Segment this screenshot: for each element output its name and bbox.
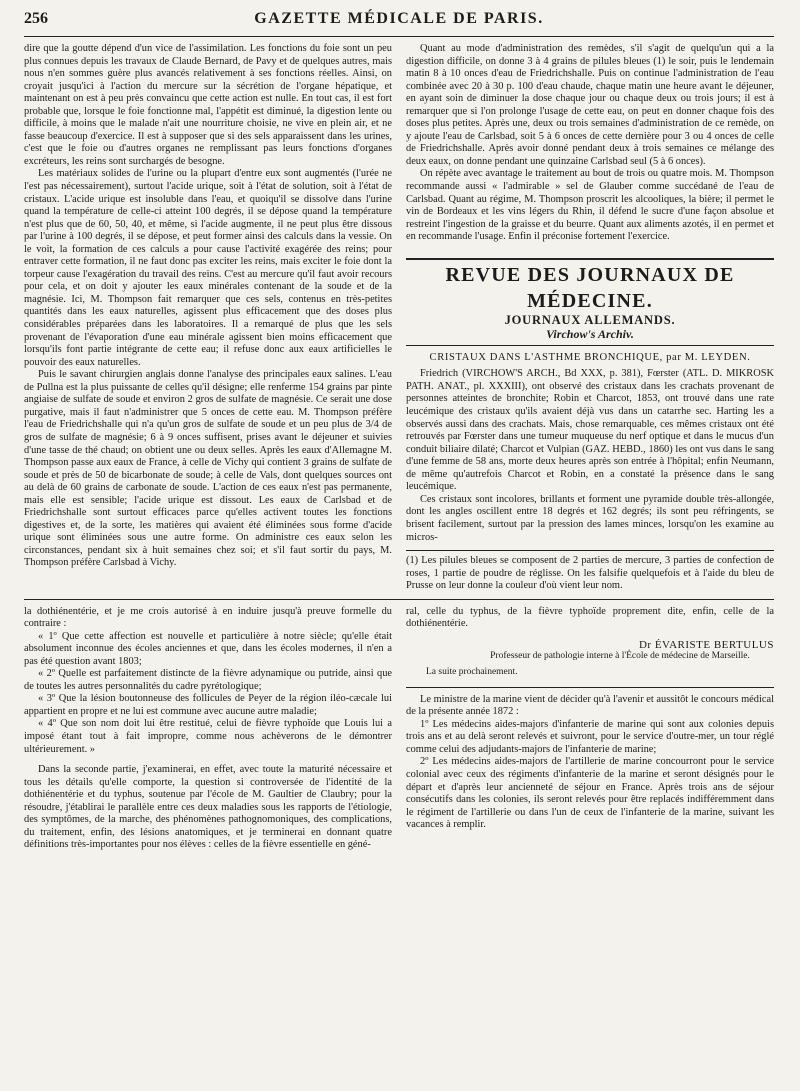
paragraph: la dothiénentérie, et je me crois autorisé à en induire jusqu'à preuve formelle du contraire : <box>24 605 392 630</box>
lower-columns <box>24 606 774 852</box>
paragraph: « 4º Que son nom doit lui être restitué, celui de fièvre typhoïde que Louis lui a imposé étant tout à fait impropre, comme nous achèverons de le démontrer ultérieurement. » <box>24 718 392 755</box>
section-rule <box>406 258 774 260</box>
article-title: CRISTAUX DANS L'ASTHME BRONCHIQUE, par M. LEYDEN. <box>429 351 751 363</box>
page-number: 256 <box>24 10 48 27</box>
revue-title: REVUE DES JOURNAUX DE MÉDECINE. <box>445 263 735 312</box>
paragraph: Les matériaux solides de l'urine ou la plupart d'entre eux sont augmentés (l'urée ne l'est pas nécessairement), surtout l'acide urique, soit à l'état de solution, soit à l'état de cristaux. L'acide urique est insoluble dans l'eau, et quoiqu'il se dissolve dans l'urine quand la température de celle-ci atteint 100 degrés, il se dépose quand la température n'est plus que de 60, 50, 40, et même, si l'acide augmente, il ne peut plus être dissous par l'urine à 100 degrés, il se dépose, et peut former ainsi des calculs dans la vessie. On le voit, la formation de ces calculs a pour cause l'activité exagérée des reins; pour entraver cette formation, il ne faut donc pas exciter les reins, mais exciter le foie dont la torpeur cause l'exagération du travail des reins. C'est au mercure qu'il faut avoir recours pour cela, et on doit y ajouter les eaux minérales contenant de la soude et de la magnésie. Ici, M. Thompson fait remarquer que ces sels, contenus en très-petites quantités dans les eaux naturelles, agissent plus efficacement que des doses plus considérables préparées dans les laboratoires. Il a remarqué de plus que les sels provenant de l'évaporation d'une eau minérale agissent bien moins efficacement que lorsqu'ils font partie intégrante de cette eau; il refuse donc aux eaux artificielles le pouvoir des eaux naturelles. <box>24 168 392 368</box>
section-rule <box>406 345 774 346</box>
paragraph: 1º Les médecins aides-majors d'infanterie de marine qui sont aux colonies depuis trois ans et au delà seront relevés et suivront, pour le service d'outre-mer, un tour réglé comme celui des adjudants-majors de l'infanterie de marine; <box>406 718 774 755</box>
bottom-left-column <box>24 606 392 852</box>
paragraph: « 1º Que cette affection est nouvelle et particulière à notre siècle; qu'elle était absolument inconnue des écoles anciennes et que, dans les écoles modernes, il n'en a pas été question avant 1803; <box>24 630 392 667</box>
left-column <box>24 43 392 593</box>
paragraph: Friedrich (VIRCHOW'S ARCH., Bd XXX, p. 381), Fœrster (ATL. D. MIKROSK PATH. ANAT., pl. XXXIII), ont observé des cristaux dans les crachats provenant de personnes atteintes de bronchite; Robin et Charcot, 1853, ont trouvé dans une rate leucémique des cristaux qu'ils avaient déjà vus dans un catarrhe sec. Harting les a observés aussi dans des crachats. Mais, chose remarquable, ces mêmes cristaux ont été retrouvés par Fœrster dans une tumeur muqueuse du nerf optique et dans le mucus d'un conduit biliaire dilaté; Charcot et Vulpian (GAZ. HEBD., 1860) les ont vus dans le sang d'une femme de 58 ans, morte deux heures après son entrée à l'hôpital; enfin Neumann, de même qu'autrefois Charcot et Robin, en a constaté la présence dans le sang leucémique. <box>406 368 774 493</box>
paragraph: ral, celle du typhus, de la fièvre typhoïde proprement dite, enfin, celle de la dothiénentérie. <box>406 605 774 630</box>
author-signature: Dr ÉVARISTE BERTULUS <box>638 638 774 651</box>
paragraph: Dans la seconde partie, j'examinerai, en effet, avec toute la maturité nécessaire et tous les détails qu'elle comporte, la question si controversée de l'identité de la dothiénentérie et du typhus, soutenue par l'école de M. Gaultier de Claubry; pour la résoudre, j'établirai le parallèle entre ces deux maladies sous les rapports de l'étiologie, des symptômes, de la marche, des phénomènes pathognomoniques, des complications, du traitement, enfin, des lésions anatomiques, et je terminerai en donnant quatre définitions très-importantes pour nos élèves : celles de la fièvre essentielle en géné- <box>24 764 392 851</box>
footnote: (1) Les pilules bleues se composent de 2 parties de mercure, 3 parties de confection de roses, 1 partie de poudre de réglisse. On les falsifie quelquefois et à l'aide du bleu de Prusse on leur donne la couleur d'où vient leur nom. <box>406 555 774 592</box>
revue-journal: Virchow's Archiv. <box>546 327 634 342</box>
journal-title: GAZETTE MÉDICALE DE PARIS. <box>254 10 544 27</box>
bottom-right-column <box>406 606 774 852</box>
paragraph: 2º Les médecins aides-majors de l'artillerie de marine concourront pour le service colonial avec ceux des régiments d'infanterie de la marine et seront désignés pour le départ et d'après leur ancienneté de séjour en France. Après trois ans de séjour consécutifs dans les colonies, ils seront relevés pour être replacés indifféremment dans le régiment de l'artillerie ou dans l'un de ceux de l'infanterie de la marine, suivant les vacances à remplir. <box>406 756 774 831</box>
paragraph: « 2º Quelle est parfaitement distincte de la fièvre adynamique ou putride, ainsi que de toutes les autres personnalités du cadre pyrétologique; <box>24 668 392 692</box>
paragraph: Ces cristaux sont incolores, brillants et forment une pyramide double très-allongée, dont les angles oscillent entre 18 degrés et 162 degrés; ils sont peu réfringents, se brisent facilement, surtout par la pression des lames minces, lorsqu'on les examine au micros- <box>406 493 774 543</box>
page-divider <box>24 599 774 600</box>
footnote-rule <box>406 550 774 551</box>
paragraph: On répète avec avantage le traitement au bout de trois ou quatre mois. M. Thompson recommande aussi « l'admirable » sel de Glauber comme succédané de l'eau de Carlsbad. Quant au régime, M. Thompson proscrit les alcooliques, la bière; il permet le vin de Bordeaux et les vins légers du Rhin, il défend le sucre d'une façon absolue et restreint l'ingestion de la graisse et du beurre. Quant aux aliments azotés, il en permet et en recommande l'usage. Enfin il préconise fortement l'exercice. <box>406 168 774 243</box>
paragraph: « 3º Que la lésion boutonneuse des follicules de Peyer de la région iléo-cæcale lui appartient en propre et ne lui est commune avec aucune autre maladie; <box>24 693 392 717</box>
right-column <box>406 43 774 593</box>
page-header <box>24 10 774 37</box>
paragraph: Puis le savant chirurgien anglais donne l'analyse des principales eaux salines. L'eau de Pullna est la plus puissante de celles qu'il désigne; elle renferme 154 grains par pinte angiaise de sulfate de soude et environ 2 gros de sulfate de magnésie. Ce serait une dose purgative, mais il faut n'administrer que 5 onces de cette eau. M. Thompson préfère l'eau de Friedrichshalle qui n'a qu'un gros de sulfate de soude et un peu plus de 3/4 de gros de sulfate de magnésie; 6 à 9 onces suffisent, prises avant le déjeuner et suivies d'une tasse de thé chaud; on obtient une ou deux selles. Après les eaux d'Allemagne M. Thompson passe aux eaux de France, à celle de Vichy qui contient 3 grains de sulfate de soude et près de 50 de bicarbonate de soude; à celle de Vals, dont quelques sources ont au delà de 60 grains de carbonate de soude. L'action de ces eaux n'est pas permanente, mais elle est sensible; l'acide urique est dissout. Les eaux de Carlsbad et de Friedrichshalle sont surtout efficaces parce qu'elles activent toutes les fonctions digestives et, de la sorte, les matières qui avaient été éliminées sous forme d'acide urique sont éliminées sous une autre forme. On administre ces eaux selon les circonstances, pendant six à huit semaines chez soi; et s'il faut sortir du pays, M. Thompson préfère Carlsbad à Vichy. <box>24 369 392 569</box>
paragraph: Le ministre de la marine vient de décider qu'à l'avenir et aussitôt le concours médical de la présente année 1872 : <box>406 693 774 718</box>
section-rule <box>406 687 774 688</box>
paragraph: dire que la goutte dépend d'un vice de l'assimilation. Les fonctions du foie sont un peu plus connues depuis les travaux de Claude Bernard, de Pavy et de quelques autres, mais nous n'en sommes guère plus avancés relativement à ses fonctions réelles. Ainsi, on croyait jusqu'ici à l'action du mercure sur la sécrétion de l'organe hépatique, et maintenant on est à peu près convaincu que cette action est nulle. En tout cas, il est fort probable que, lorsque le foie fonctionne mal, l'appétit est diminué, la digestion lente ou difficile, à moins que le malade n'ait une nourriture choisie, ne vive en plein air, et ne fasse beaucoup d'exercice. Il est à supposer que si des sels apparaissent dans les urines, c'est que le foie ou d'autres organes ne remplissant pas leurs fonctions d'organes excréteurs, les reins sont surchargés de besogne. <box>24 43 392 167</box>
author-role: Professeur de pathologie interne à l'École de médecine de Marseille. <box>490 651 750 662</box>
paragraph: Quant au mode d'administration des remèdes, s'il s'agit de quelqu'un qui a la digestion difficile, on donne 3 à 4 grains de pilules bleues (1) le soir, puis le lendemain matin 8 à 10 onces d'eau de Friedrichshalle. Puis on continue l'administration de l'eau combinée avec 20 à 30 p. 100 d'eau chaude, chaque matin une heure avant le déjeuner, en ayant soin de diminuer la dose chaque jour ou chaque deux ou trois jours; il est à remarquer que si l'on prolonge l'usage de cette eau, on peut en donner chaque fois des doses plus petites. Après une, deux ou trois semaines d'administration de ce remède, on y ajoute l'eau de Carlsbad, soit 5 à 6 onces de cette dernière pour 3 ou 4 onces de celle de Friedrichshalle. Après avoir donné pendant deux à trois semaines ce mélange des deux eaux, on donne pendant une quinzaine Carlsbad seul (5 à 6 onces). <box>406 43 774 167</box>
upper-columns <box>24 43 774 593</box>
revue-subtitle: JOURNAUX ALLEMANDS. <box>504 312 676 327</box>
to-be-continued: La suite prochainement. <box>426 667 518 678</box>
